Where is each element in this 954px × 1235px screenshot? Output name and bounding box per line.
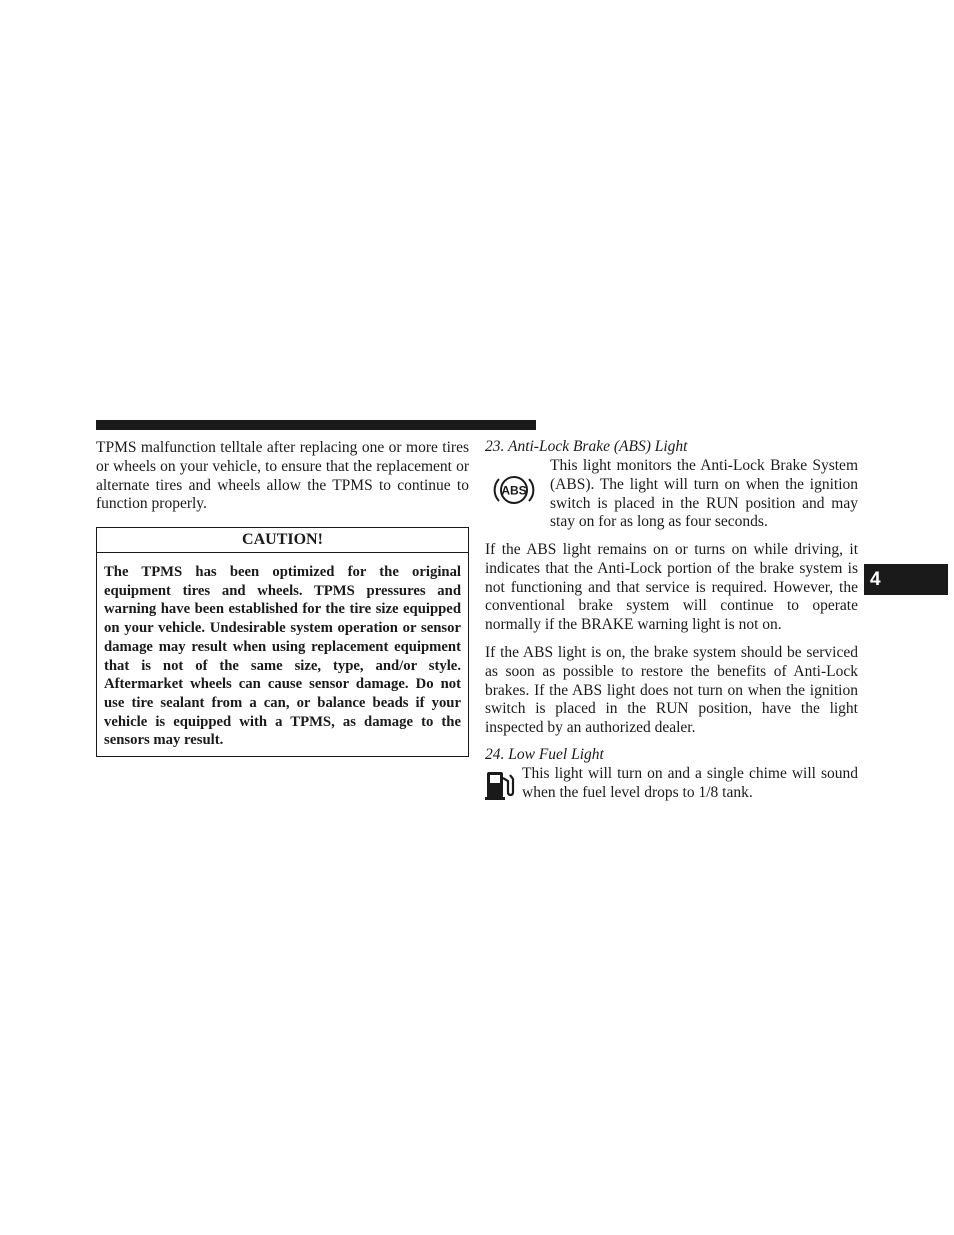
abs-warning-icon xyxy=(492,473,536,507)
section-rule xyxy=(96,420,536,430)
chapter-tab: 4 xyxy=(864,564,948,595)
abs-light-paragraph-2: If the ABS light is on, the brake system should be serviced as soon as possible to restore the benefits of Anti-Lock brakes. If the ABS light does not turn on when the ignition switch is placed in the RUN position, have the light inspected by an authorized dealer. xyxy=(485,644,858,737)
low-fuel-heading: 24. Low Fuel Light xyxy=(485,746,604,763)
abs-icon-label: ABS xyxy=(501,483,527,498)
caution-text: The TPMS has been optimized for the original equipment tires and wheels. TPMS pressures and warning have been established for the tire size equipped on your vehicle. Undesirable system operation or sensor damage may result when using replacement equipment that is not of the same size, type, and/or style. Aftermarket wheels can cause sensor damage. Do not use tire sealant from a can, or balance beads if your vehicle is equipped with a TPMS, as damage to the sensors may result. xyxy=(104,564,461,749)
abs-light-heading: 23. Anti-Lock Brake (ABS) Light xyxy=(485,438,688,455)
tpms-intro-paragraph: TPMS malfunction telltale after replacing one or more tires or wheels on your vehicle, to ensure that the replacement or alternate tires and wheels allow the TPMS to continue to function properly. xyxy=(96,439,469,513)
low-fuel-description: This light will turn on and a single chime will sound when the fuel level drops to 1/8 tank. xyxy=(522,765,858,801)
caution-title: CAUTION! xyxy=(97,528,468,553)
abs-light-paragraph-1: If the ABS light remains on or turns on while driving, it indicates that the Anti-Lock portion of the brake system is not functioning and that service is required. However, the conventional brake system will continue to operate normally if the BRAKE warning light is not on. xyxy=(485,541,858,634)
caution-box xyxy=(96,527,469,757)
fuel-pump-icon xyxy=(485,768,515,800)
abs-light-description: This light monitors the Anti-Lock Brake System (ABS). The light will turn on when the ignition switch is placed in the RUN position and may stay on for as long as four seconds. xyxy=(550,457,858,531)
